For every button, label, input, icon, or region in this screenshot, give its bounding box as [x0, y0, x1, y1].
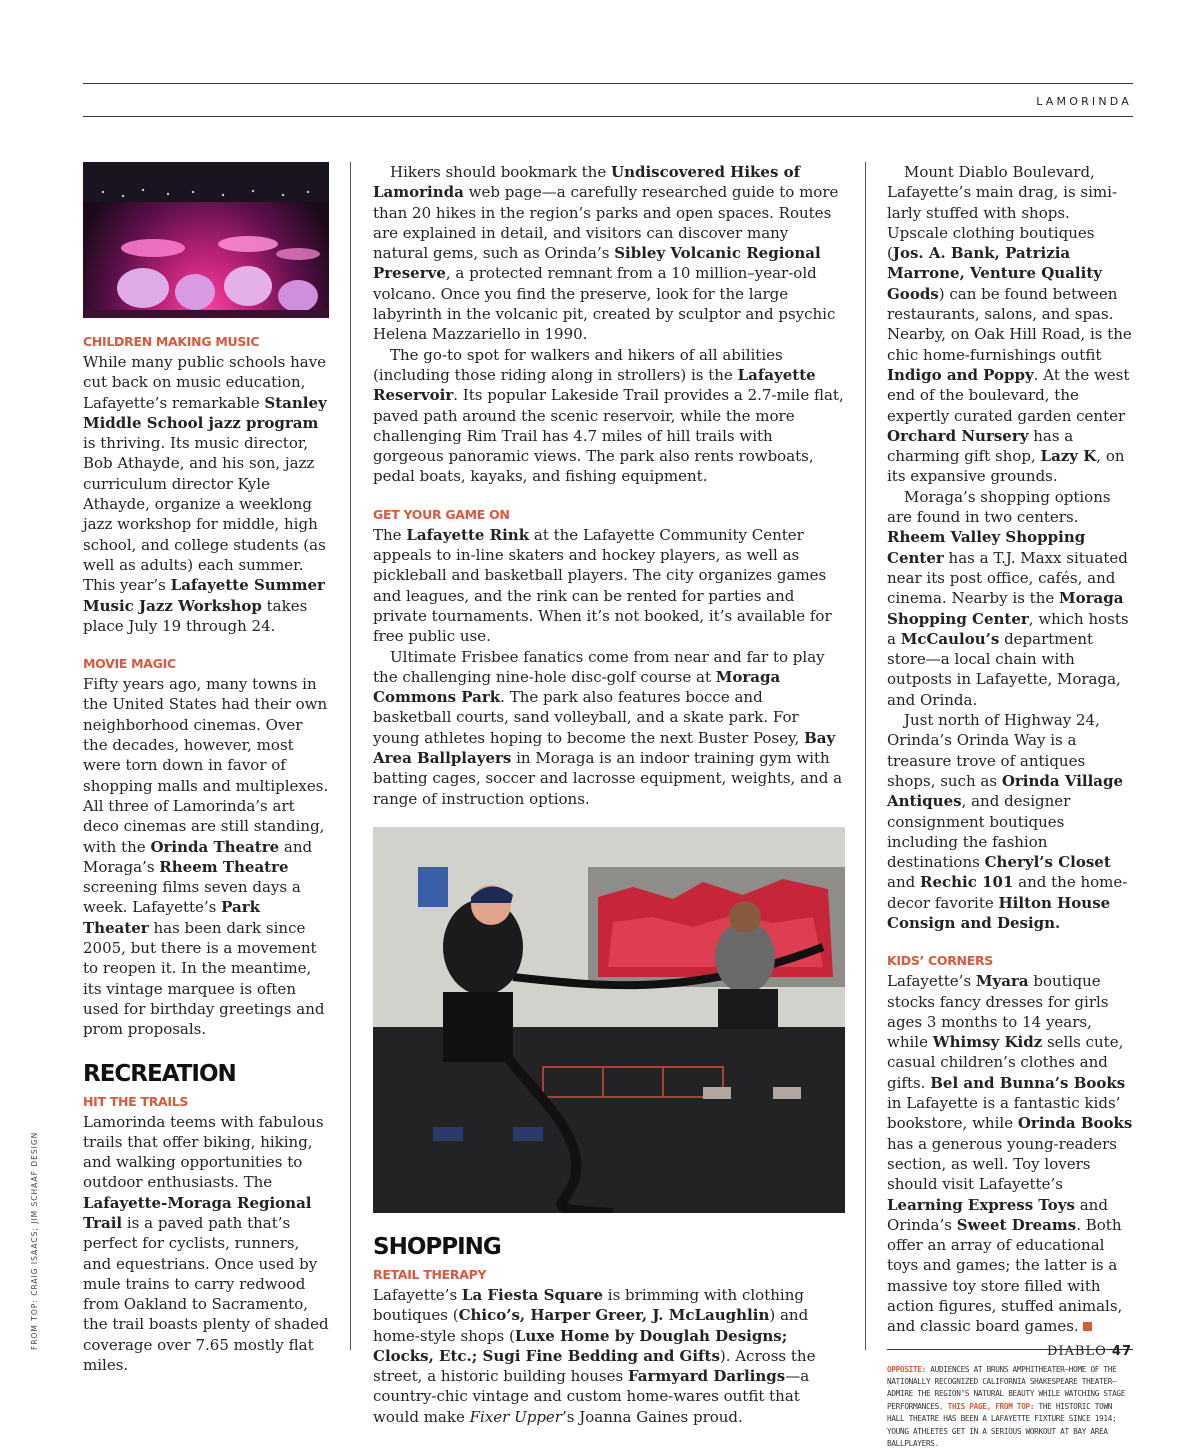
heading-get-your-game-on: GET YOUR GAME ON — [373, 506, 510, 522]
paragraph-hikers: Hikers should bookmark the Undiscovered Hikes of Lamorinda web page—a carefully researched guide to more than 20 hikes in the region’s parks and open spaces. Routes are explained in detail, and visitors can discover many natural gems, such as Orinda’s Sibley Volcanic Regional Preserve, a protected remnant from a 10 million–year-old volcano. Once you find the preserve, look for the large labyrinth in the volcanic pit, created by sculptor and psychic Helena Mazzariello in 1990. — [373, 163, 839, 344]
column-3 — [887, 162, 1133, 1450]
paragraph-children: While many public schools have cut back on music education, Lafayette’s remarkable Stanley Middle School jazz program is thriving. Its music director, Bob Athayde, and his son, jazz curriculum director Kyle Athayde, organize a weeklong jazz workshop for middle, high school, and college students (as well as adults) each summer. This year’s Lafayette Summer Music Jazz Workshop takes place July 19 through 24. — [83, 353, 327, 635]
paragraph-orinda: Just north of Highway 24, Orinda’s Orinda Way is a treasure trove of antiques shops, such as Orinda Village Antiques, and designer consignment boutiques including the fashion destinations Cheryl’s Closet and Rechic 101 and the home-decor favorite Hilton House Consign and Design. — [887, 711, 1128, 932]
paragraph-frisbee: Ultimate Frisbee fanatics come from near and far to play the challenging nine-hole disc-golf course at Moraga Commons Park. The park also features bocce and basketball courts, sand volleyball, and a skate park. For young athletes hoping to become the next Buster Posey, Bay Area Ballplayers in Moraga is an indoor training gym with batting cages, soccer and lacrosse equipment, weights, and a range of instruction options. — [373, 647, 843, 808]
top-rule — [83, 83, 1133, 84]
column-2 — [373, 162, 845, 1427]
header-rule — [83, 116, 1133, 117]
heading-recreation: RECREATION — [83, 1060, 236, 1087]
paragraph-moraga: Moraga’s shopping options are found in two centers. Rheem Valley Shopping Center has a T.J. Maxx situated near its post office, cafés, and cinema. Nearby is the Moraga Shopping Center, which hosts a McCaulou’s department store—a local chain with outposts in Lafayette, Moraga, and Orinda. — [887, 487, 1129, 709]
paragraph-retail: Lafayette’s La Fiesta Square is brimming with clothing boutiques (Chico’s, Harper Greer, J. McLaughlin) and home-style shops (Luxe Home by Douglah Designs; Clocks, Etc.; Sugi Fine Bedding and Gifts). Across the street, a historic building houses Farmyard Darlings—a country-chic vintage and custom home-wares outfit that would make Fixer Upper’s Joanna Gaines proud. — [373, 1285, 816, 1426]
heading-hit-the-trails: HIT THE TRAILS — [83, 1093, 189, 1109]
heading-movie-magic: MOVIE MAGIC — [83, 656, 176, 672]
section-tag: LAMORINDA — [1036, 95, 1132, 108]
paragraph-diablo-boulevard: Mount Diablo Boulevard, Lafayette’s main drag, is similarly stuffed with shops. Upscale clothing boutiques (Jos. A. Bank, Patrizia Marrone, Venture Quality Goods) can be found between restaurants, salons, and spas. Nearby, on Oak Hill Road, is the chic home-furnishings outfit Indigo and Poppy. At the west end of the boulevard, the expertly curated garden center Orchard Nursery has a charming gift shop, Lazy K, on its expansive grounds. — [887, 163, 1132, 486]
column-divider-2 — [865, 162, 866, 1350]
heading-shopping: SHOPPING — [373, 1233, 501, 1260]
folio: DIABLO 47 — [1046, 1344, 1132, 1359]
photo-credit: FROM TOP: CRAIG ISAACS; JIM SCHAAF DESIGN — [30, 1131, 39, 1350]
column-1 — [83, 162, 329, 1375]
paragraph-reservoir: The go-to spot for walkers and hikers of all abilities (including those riding along in strollers) is the Lafayette Reservoir. Its popular Lakeside Trail provides a 2.7-mile flat, paved path around the scenic reservoir, while the more challenging Rim Trail has 4.7 miles of hill trails with gorgeous panoramic views. The park also rents rowboats, pedal boats, kayaks, and fishing equipment. — [373, 345, 844, 486]
paragraph-rink: The Lafayette Rink at the Lafayette Community Center appeals to in-line skaters and hockey players, as well as pickleball and basketball players. The city organizes games and leagues, and the rink can be rented for parties and private tournaments. When it’s not booked, it’s available for free public use. — [373, 525, 832, 646]
heading-children-making-music: CHILDREN MAKING MUSIC — [83, 334, 260, 349]
gym-photo — [373, 827, 845, 1213]
drums-photo — [83, 162, 329, 318]
paragraph-kids: Lafayette’s Myara boutique stocks fancy dresses for girls ages 3 months to 14 years, while Whimsy Kidz sells cute, casual children’s clothes and gifts. Bel and Bunna’s Books in Lafayette is a fantastic kids’ bookstore, while Orinda Books has a generous young-readers section, as well. Toy lovers should visit Lafayette’s Learning Express Toys and Orinda’s Sweet Dreams. Both offer an array of educational toys and games; the latter is a massive toy store filled with action figures, stuffed animals, and classic board games. — [887, 972, 1133, 1336]
end-mark — [1083, 1322, 1092, 1331]
paragraph-movie: Fifty years ago, many towns in the United States had their own neighborhood cinemas. Over the decades, however, most were torn down in favor of shopping malls and multiplexes. All three of Lamorinda’s art deco cinemas are still standing, with the Orinda Theatre and Moraga’s Rheem Theatre screening films seven days a week. Lafayette’s Park Theater has been dark since 2005, but there is a movement to reopen it. In the meantime, its vintage marquee is often used for birthday greetings and prom proposals. — [83, 675, 329, 1039]
paragraph-trails: Lamorinda teems with fabulous trails that offer biking, hiking, and walking opportunities to outdoor enthusiasts. The Lafayette-Moraga Regional Trail is a paved path that’s perfect for cyclists, runners, and equestrians. Once used by mule trains to carry redwood from Oakland to Sacramento, the trail boasts plenty of shaded coverage over 7.65 mostly flat miles. — [83, 1112, 329, 1375]
heading-retail-therapy: RETAIL THERAPY — [373, 1266, 487, 1282]
column-divider-1 — [350, 162, 351, 1350]
heading-kids-corners: KIDS’ CORNERS — [887, 953, 993, 969]
photo-caption: OPPOSITE: AUDIENCES AT BRUNS AMPHITHEATER—HOME OF THE NATIONALLY RECOGNIZED CALIFORNIA SHAKESPEARE THEATER—ADMIRE THE REGION’S NATURAL BEAUTY WHILE WATCHING STAGE PERFORMANCES. THIS PAGE, FROM TOP: THE HISTORIC TOWN HALL THEATRE HAS BEEN A LAFAYETTE FIXTURE SINCE 1914; YOUNG ATHLETES GET IN A SERIOUS WORKOUT AT BAY AREA BALLPLAYERS. — [887, 1364, 1126, 1449]
